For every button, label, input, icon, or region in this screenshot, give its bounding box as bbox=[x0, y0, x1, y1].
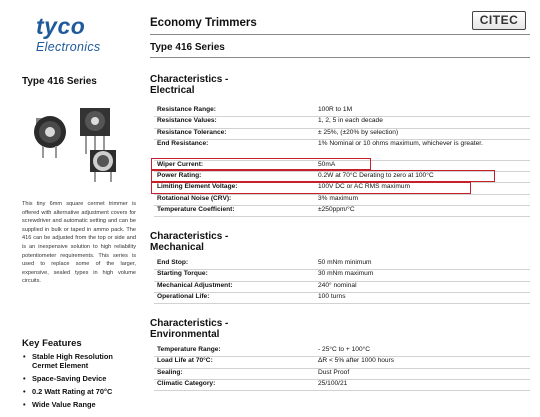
spec-label: Load Life at 70°C: bbox=[154, 357, 315, 368]
table-row bbox=[154, 357, 530, 368]
spec-label: Temperature Coefficient: bbox=[154, 206, 315, 217]
table-row bbox=[154, 379, 530, 390]
spec-value: Dust Proof bbox=[315, 368, 530, 379]
spec-value: ± 25%, (±20% by selection) bbox=[315, 128, 530, 139]
table-row bbox=[154, 346, 530, 357]
mechanical-heading: Characteristics - Mechanical bbox=[150, 231, 229, 253]
spec-value: 240° nominal bbox=[315, 281, 530, 292]
spec-label: Resistance Range: bbox=[154, 106, 315, 117]
spec-label: Sealing: bbox=[154, 368, 315, 379]
table-row bbox=[154, 292, 530, 303]
key-features-title: Key Features bbox=[22, 338, 82, 349]
spec-label: Wiper Current: bbox=[154, 160, 315, 171]
spec-label: Operational Life: bbox=[154, 292, 315, 303]
spec-value: 50 mNm minimum bbox=[315, 259, 530, 270]
spec-label: Rotational Noise (CRV): bbox=[154, 194, 315, 205]
spec-value: 100V DC or AC RMS maximum bbox=[315, 183, 530, 194]
subtitle-divider bbox=[150, 57, 530, 58]
environmental-heading: Characteristics - Environmental bbox=[150, 318, 229, 340]
citec-logo: CITEC bbox=[472, 11, 526, 30]
spec-value: - 25°C to + 100°C bbox=[315, 346, 530, 357]
spec-label: Limiting Element Voltage: bbox=[154, 183, 315, 194]
spec-value: 100R to 1M bbox=[315, 106, 530, 117]
key-features-list bbox=[22, 352, 137, 413]
table-row bbox=[154, 368, 530, 379]
table-row bbox=[154, 106, 530, 117]
spec-value: 30 mNm maximum bbox=[315, 270, 530, 281]
key-feature-item: • 0.2 Watt Rating at 70°C bbox=[22, 387, 137, 396]
left-column bbox=[0, 0, 140, 417]
tyco-logo: tyco bbox=[36, 13, 86, 39]
spec-label: Starting Torque: bbox=[154, 270, 315, 281]
spec-value: 0.2W at 70°C Derating to zero at 100°C bbox=[315, 172, 530, 183]
highlight-power-rating bbox=[151, 170, 495, 182]
spec-label: Mechanical Adjustment: bbox=[154, 281, 315, 292]
trimmer-product-photo bbox=[28, 98, 138, 184]
spec-value: 100 turns bbox=[315, 292, 530, 303]
left-series-title: Type 416 Series bbox=[22, 76, 97, 87]
table-row bbox=[154, 117, 530, 128]
key-feature-item: • Stable High Resolution Cermet Element bbox=[22, 352, 137, 370]
spec-label: Resistance Values: bbox=[154, 117, 315, 128]
spec-label: Power Rating: bbox=[154, 172, 315, 183]
page-title: Economy Trimmers bbox=[150, 17, 257, 29]
spec-value: 50mA bbox=[315, 160, 530, 171]
highlight-wiper-current bbox=[151, 158, 371, 170]
key-feature-item: • Wide Value Range bbox=[22, 400, 137, 409]
spec-value: 1% Nominal or 10 ohms maximum, whichever is greater. bbox=[315, 139, 530, 160]
product-description: This tiny 6mm square cermet trimmer is offered with alternative adjustment covers for screwdriver and automatic setting and can be supplied in bulk or taped in ammo pack. The 416 can be adjusted from the top or side and is an inexpensive solution to high reliability potentiometer requirements. This series is used to replace some of the larger, expensive, sealed types in high volume circuits. bbox=[22, 201, 136, 285]
spec-label: End Stop: bbox=[154, 259, 315, 270]
table-row bbox=[154, 206, 530, 217]
table-row bbox=[154, 194, 530, 205]
header-divider bbox=[150, 34, 530, 35]
mechanical-table bbox=[154, 259, 530, 304]
key-feature-item: • Space-Saving Device bbox=[22, 374, 137, 383]
spec-value: ±250ppm/°C bbox=[315, 206, 530, 217]
electrical-heading: Characteristics - Electrical bbox=[150, 74, 229, 96]
spec-value: ΔR < 5% after 1000 hours bbox=[315, 357, 530, 368]
table-row bbox=[154, 128, 530, 139]
electronics-logo-text: Electronics bbox=[36, 40, 101, 54]
page-subtitle: Type 416 Series bbox=[150, 42, 225, 53]
table-row bbox=[154, 270, 530, 281]
spec-label: Climatic Category: bbox=[154, 379, 315, 390]
highlight-limiting-voltage bbox=[151, 182, 471, 194]
environmental-table bbox=[154, 346, 530, 391]
spec-value: 3% maximum bbox=[315, 194, 530, 205]
spec-value: 1, 2, 5 in each decade bbox=[315, 117, 530, 128]
table-row bbox=[154, 259, 530, 270]
spec-value: 25/100/21 bbox=[315, 379, 530, 390]
spec-label: Resistance Tolerance: bbox=[154, 128, 315, 139]
spec-label: End Resistance: bbox=[154, 139, 315, 160]
table-row bbox=[154, 281, 530, 292]
spec-label: Temperature Range: bbox=[154, 346, 315, 357]
